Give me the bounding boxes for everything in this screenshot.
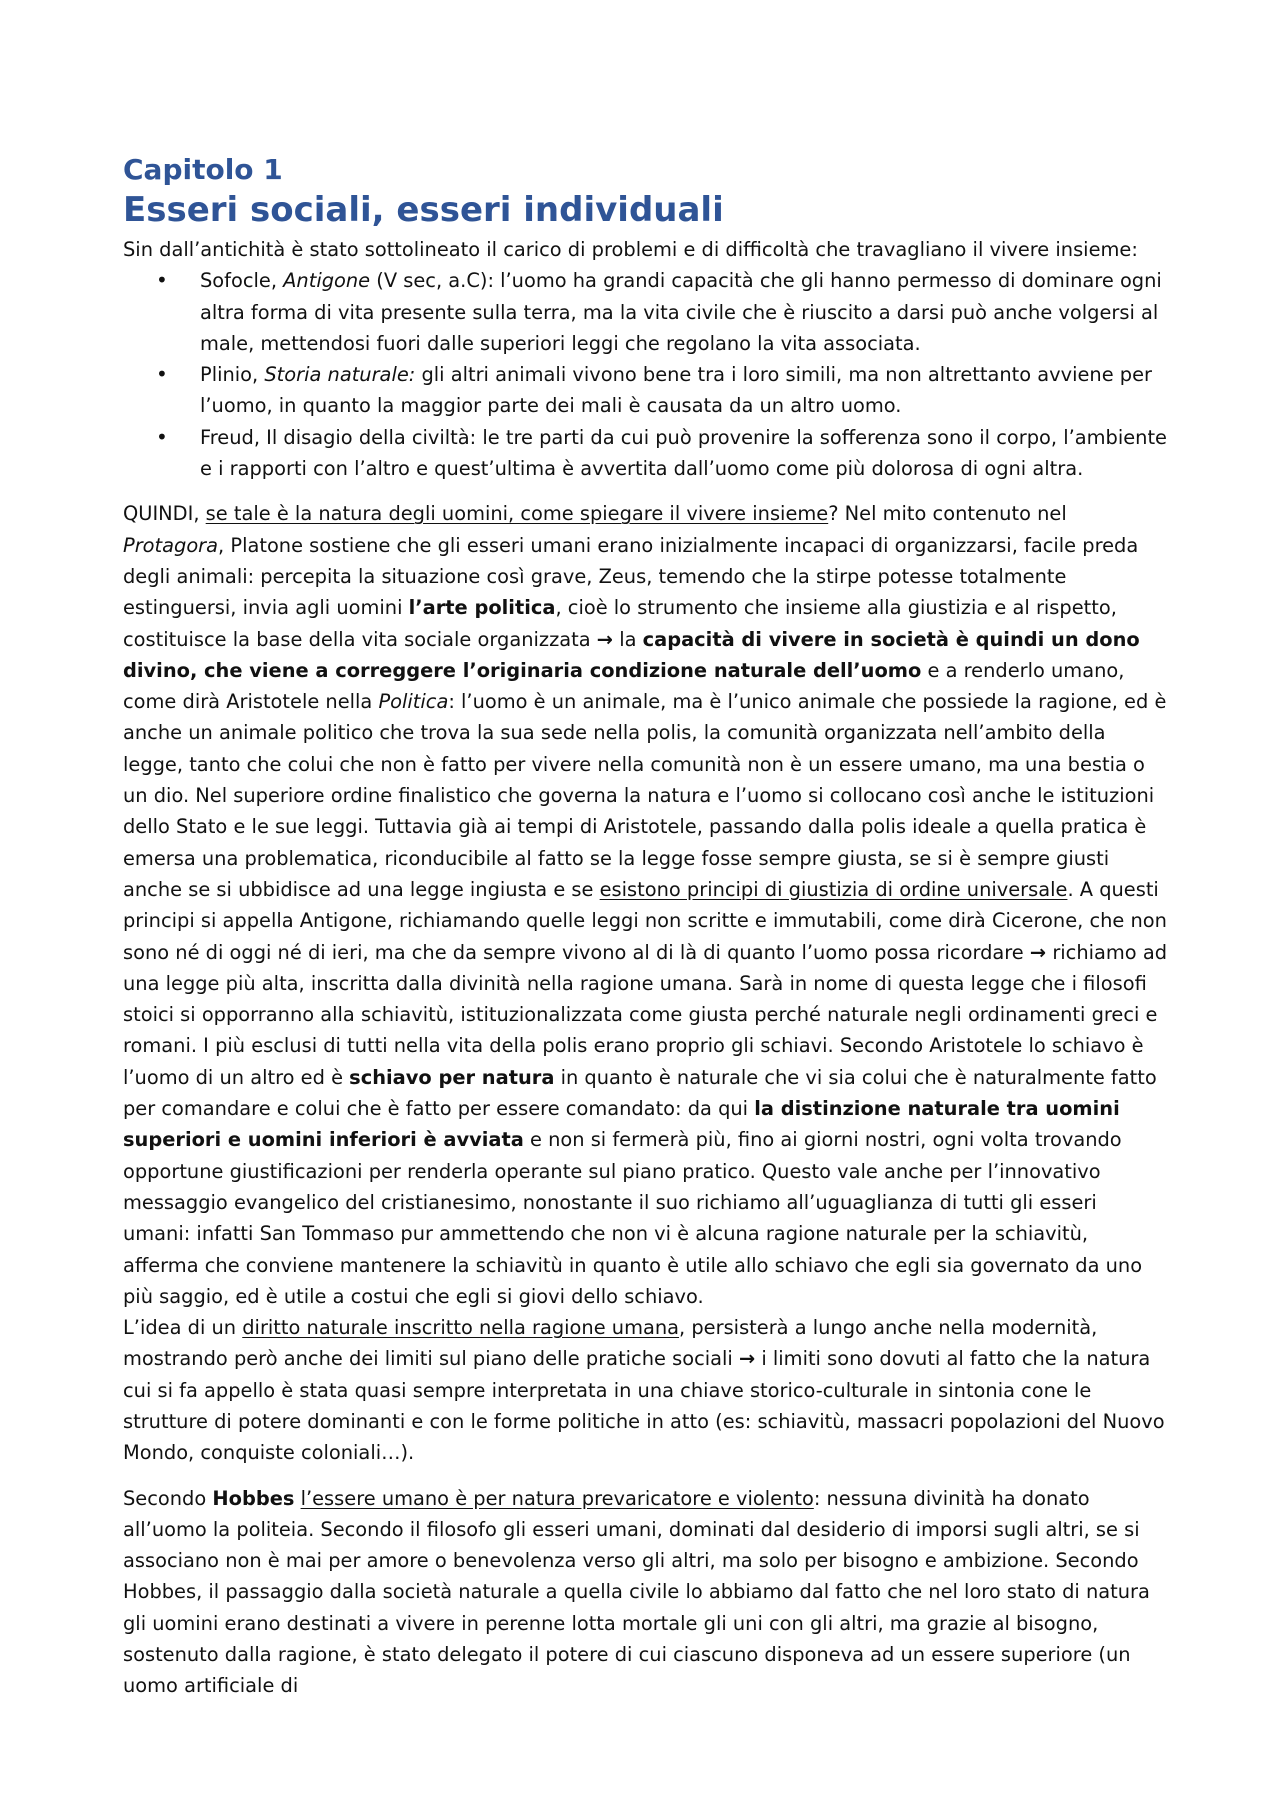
chapter-label: Capitolo 1 [123, 153, 283, 186]
paragraph-hobbes: Secondo Hobbes l’essere umano è per natura prevaricatore e violento: nessuna divinità ha donato all’uomo la politeia. Secondo il filosofo gli esseri umani, dominati dal desiderio di imporsi sugli altri, se si associano non è mai per amore o benevolenza verso gli altri, ma solo per bisogno e ambizione. Secondo Hobbes, il passaggio dalla società naturale a quella civile lo abbiamo dal fatto che nel loro stato di natura gli uomini erano destinati a vivere in perenne lotta mortale gli uni con gli altri, ma grazie al bisogno, sostenuto dalla ragione, è stato delegato il potere di cui ciascuno disponeva ad un essere superiore (un uomo artificiale di [123, 1486, 1150, 1698]
arrow-right-icon: → [596, 627, 614, 651]
chapter-title: Esseri sociali, esseri individuali [123, 190, 724, 230]
intro-paragraph: Sin dall’antichità è stato sottolineato il carico di problemi e di difficoltà che travagliano il vivere insieme: [123, 238, 1138, 261]
list-item: • Plinio, Storia naturale: gli altri animali vivono bene tra i loro simili, ma non altrettanto avviene per l’uomo, in quanto la maggior parte dei mali è causata da un altro uomo. [200, 359, 1168, 422]
paragraph-diritto-naturale: L’idea di un diritto naturale inscritto nella ragione umana, persisterà a lungo anche nella modernità, mostrando però anche dei limiti sul piano delle pratiche sociali → i limiti sono dovuti al fatto che la natura cui si fa appello è stata quasi sempre interpretata in una chiave storico-culturale in sintonia cone le strutture di potere dominanti e con le forme politiche in atto (es: schiavitù, massacri popolazioni del Nuovo Mondo, conquiste coloniali…). [123, 1316, 1165, 1465]
bullet-list [123, 265, 1168, 484]
list-item: • Freud, Il disagio della civiltà: le tre parti da cui può provenire la sofferenza sono il corpo, l’ambiente e i rapporti con l’altro e quest’ultima è avvertita dall’uomo come più dolorosa di ogni altra. [200, 422, 1168, 485]
list-item: • Sofocle, Antigone (V sec, a.C): l’uomo ha grandi capacità che gli hanno permesso di dominare ogni altra forma di vita presente sulla terra, ma la vita civile che è riuscito a darsi può anche volgersi al male, mettendosi fuori dalle superiori leggi che regolano la vita associata. [200, 265, 1168, 359]
paragraph-quindi: QUINDI, se tale è la natura degli uomini, come spiegare il vivere insieme? Nel mito contenuto nel Protagora, Platone sostiene che gli esseri umani erano inizialmente incapaci di organizzarsi, facile preda degli animali: percepita la situazione così grave, Zeus, temendo che la stirpe potesse totalmente estinguersi, invia agli uomini l’arte politica, cioè lo strumento che insieme alla giustizia e al rispetto, costituisce la base della vita sociale organizzata → la capacità di vivere in società è quindi un dono divino, che viene a correggere l’originaria condizione naturale dell’uomo e a renderlo umano, come dirà Aristotele nella Politica: l’uomo è un animale, ma è l’unico animale che possiede la ragione, ed è anche un animale politico che trova la sua sede nella polis, la comunità organizzata nell’ambito della legge, tanto che colui che non è fatto per vivere nella comunità non è un essere umano, ma una bestia o un dio. Nel superiore ordine finalistico che governa la natura e l’uomo si collocano così anche le istituzioni dello Stato e le sue leggi. Tuttavia già ai tempi di Aristotele, passando dalla polis ideale a quella pratica è emersa una problematica, riconducibile al fatto se la legge fosse sempre giusta, se si è sempre giusti anche se si ubbidisce ad una legge ingiusta e se esistono principi di giustizia di ordine universale. A questi principi si appella Antigone, richiamando quelle leggi non scritte e immutabili, come dirà Cicerone, che non sono né di oggi né di ieri, ma che da sempre vivono al di là di quanto l’uomo possa ricordare → richiamo ad una legge più alta, inscritta dalla divinità nella ragione umana. Sarà in nome di questa legge che i filosofi stoici si opporranno alla schiavitù, istituzionalizzata come giusta perché naturale negli ordinamenti greci e romani. I più esclusi di tutti nella vita della polis erano proprio gli schiavi. Secondo Aristotele lo schiavo è l’uomo di un altro ed è schiavo per natura in quanto è naturale che vi sia colui che è naturalmente fatto per comandare e colui che è fatto per essere comandato: da qui la distinzione naturale tra uomini superiori e uomini inferiori è avviata e non si fermerà più, fino ai giorni nostri, ogni volta trovando opportune giustificazioni per renderla operante sul piano pratico. Questo vale anche per l’innovativo messaggio evangelico del cristianesimo, nonostante il suo richiamo all’uguaglianza di tutti gli esseri umani: infatti San Tommaso pur ammettendo che non vi è alcuna ragione naturale per la schiavitù, afferma che conviene mantenere la schiavitù in quanto è utile allo schiavo che egli sia governato da uno più saggio, ed è utile a costui che egli si giovi dello schiavo. [123, 502, 1168, 1308]
arrow-right-icon: → [1029, 940, 1047, 964]
arrow-right-icon: → [738, 1347, 756, 1371]
document-content [123, 152, 1168, 1702]
